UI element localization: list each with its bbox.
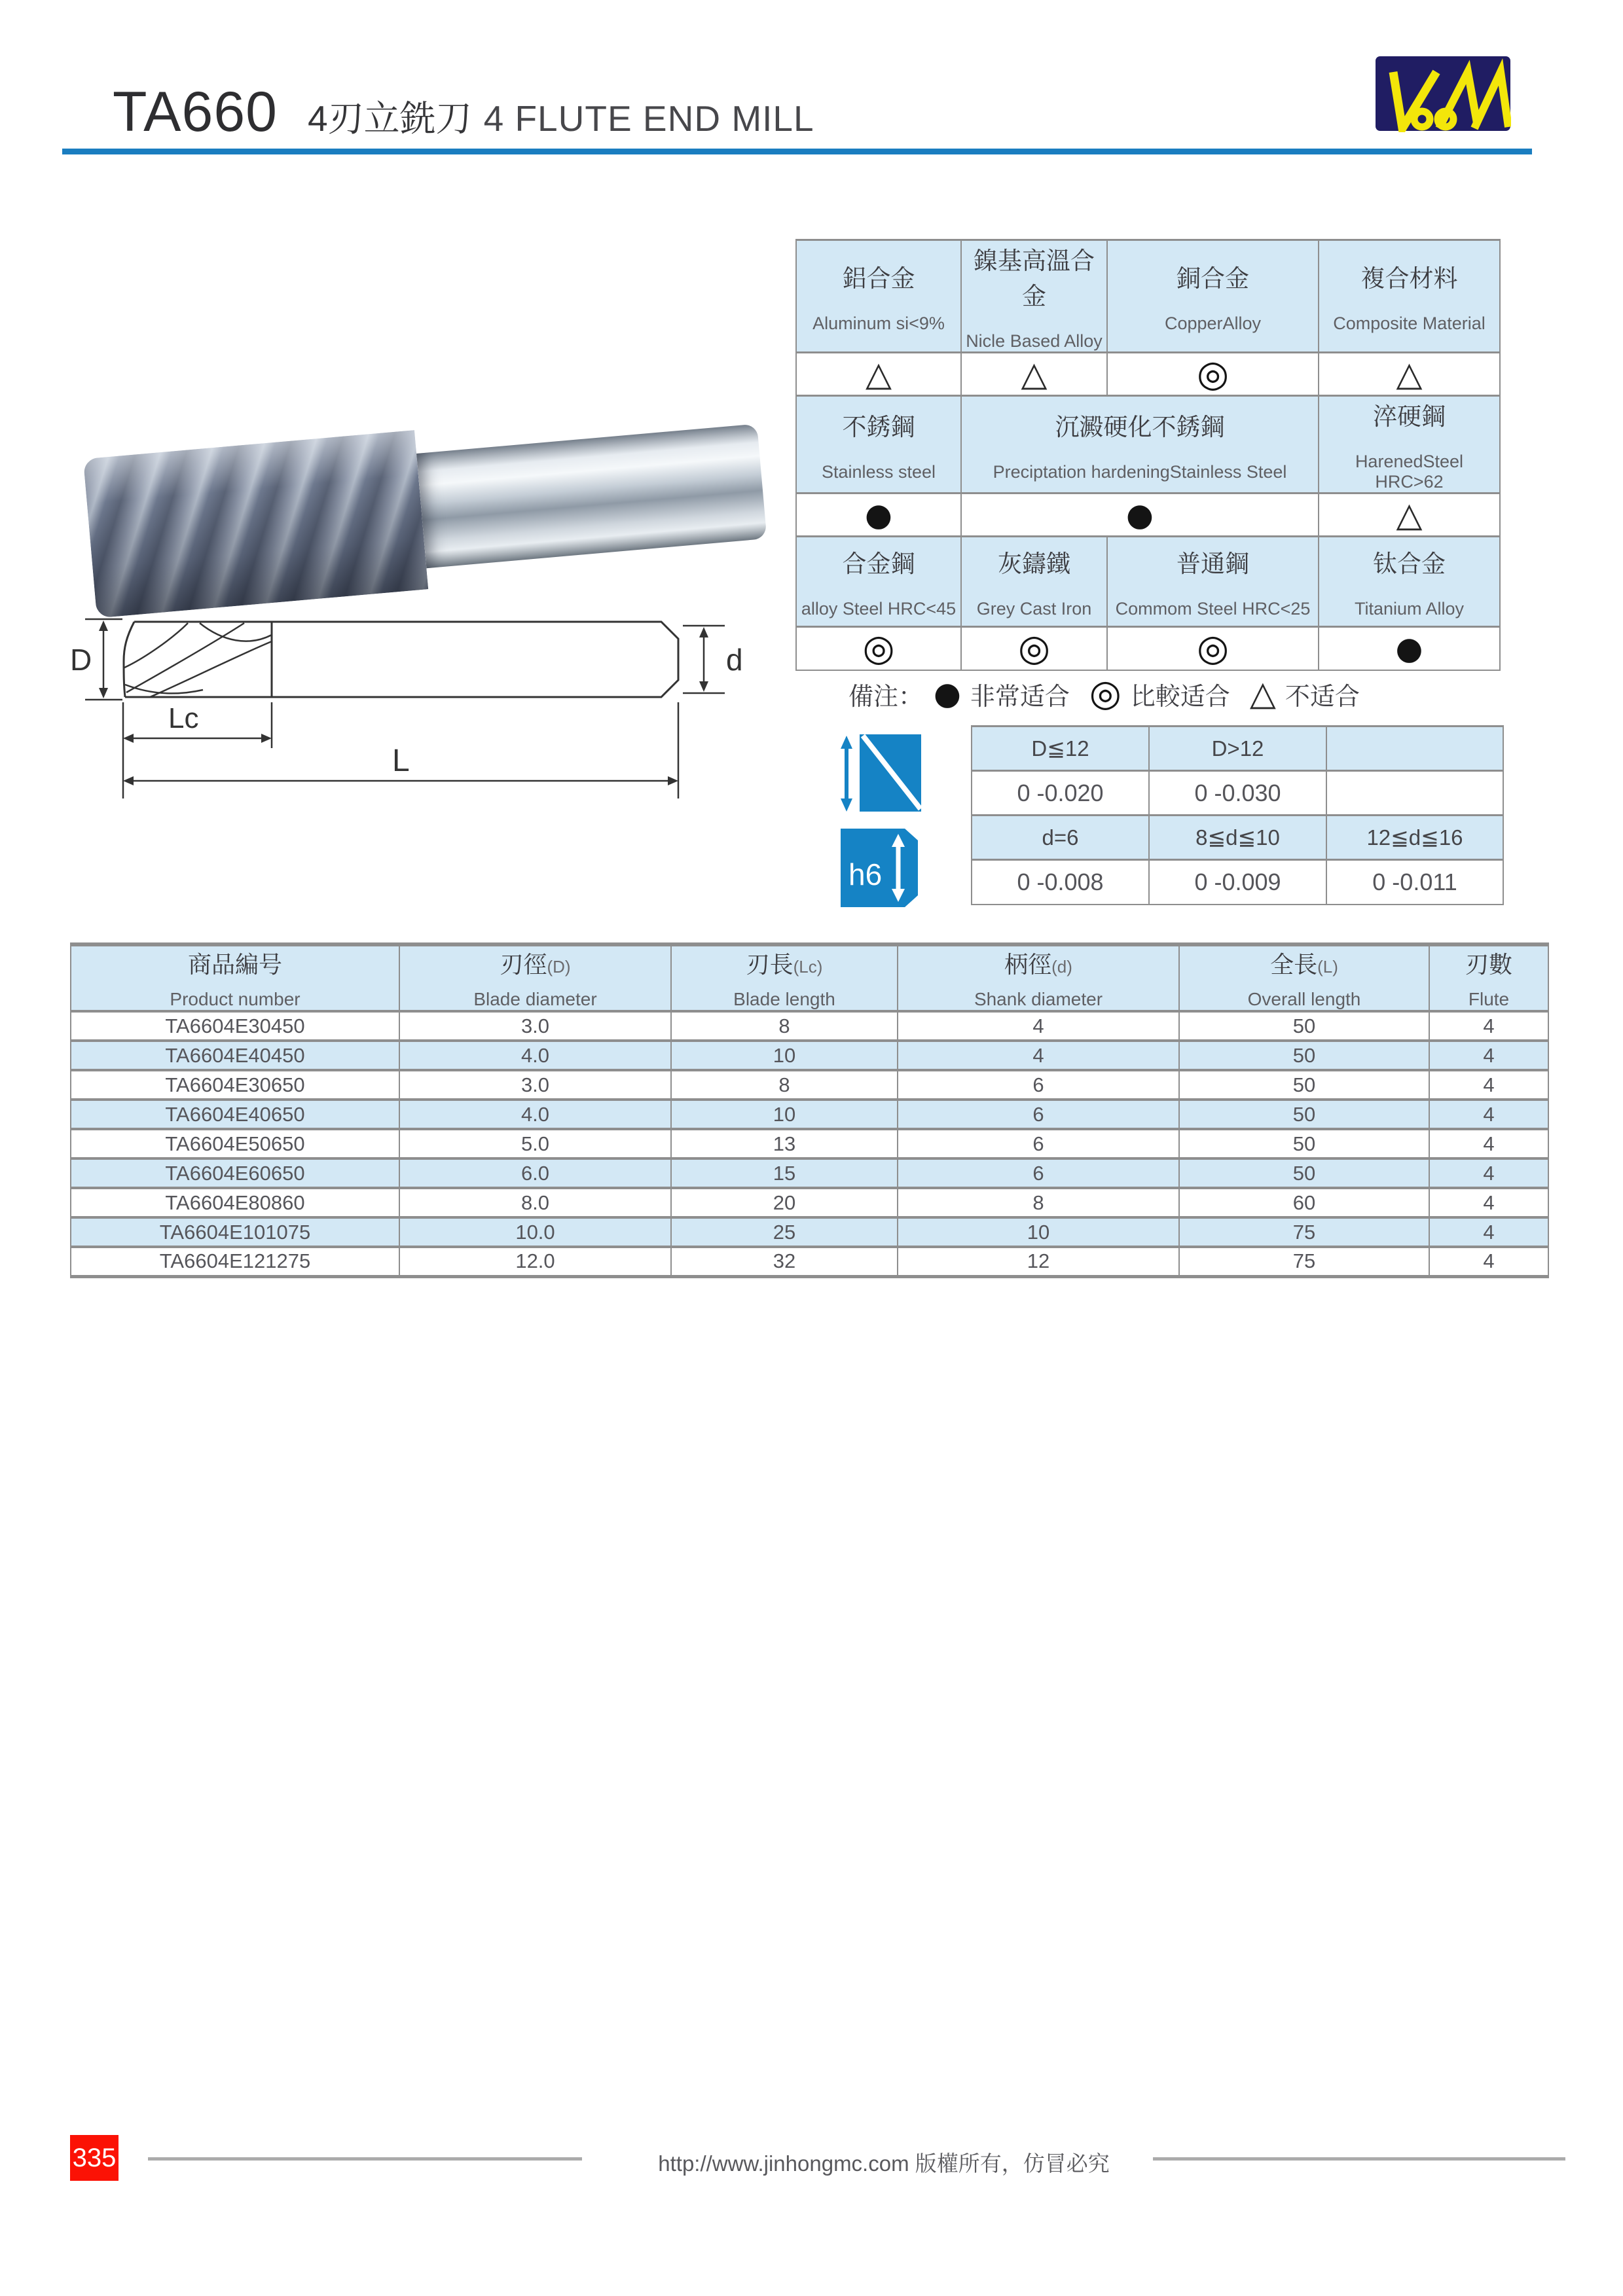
material-name-cell: [1107, 240, 1319, 353]
material-rating-cell: [1107, 353, 1319, 396]
tolerance-row: [972, 726, 1503, 771]
product-column-header: [671, 944, 898, 1011]
product-header-en: Overall length: [1247, 989, 1361, 1009]
product-cell: 4: [1429, 1129, 1548, 1158]
legend-label: 備注：: [848, 683, 924, 711]
h6-label: h6: [848, 857, 883, 891]
product-row: [71, 1070, 1548, 1100]
blade-diameter-tolerance-icon: [839, 734, 922, 813]
product-cell: 75: [1179, 1217, 1429, 1247]
tolerance-cell: d=6: [972, 816, 1149, 860]
material-rating-cell: [1319, 493, 1500, 537]
dimension-label-d: d: [726, 643, 743, 677]
material-header-row: [796, 537, 1500, 627]
product-cell: 4.0: [399, 1041, 671, 1070]
material-name-cn: 鎳基高溫合金: [974, 247, 1095, 310]
tolerance-cell: 0 -0.020: [972, 771, 1149, 816]
product-header-paren: (d): [1051, 957, 1072, 977]
product-header-cn: 刃徑(D): [500, 951, 571, 978]
product-cell: 10: [898, 1217, 1179, 1247]
product-cell: 8.0: [399, 1188, 671, 1217]
end-mill-shank: [416, 423, 767, 568]
product-header-paren: (D): [547, 957, 571, 977]
material-name-cn: 複合材料: [1360, 265, 1458, 292]
material-name-cn: 合金鋼: [842, 550, 915, 577]
product-row: [71, 1247, 1548, 1276]
rating-legend: [848, 669, 1370, 719]
page-header: [113, 80, 814, 145]
material-rating-cell: [1319, 353, 1500, 396]
product-cell: 4: [1429, 1011, 1548, 1041]
end-mill-photo: [89, 424, 763, 601]
rating-symbol: ◎: [1018, 626, 1050, 670]
material-name-cn: 鋁合金: [842, 265, 915, 292]
material-header-row: [796, 240, 1500, 353]
product-cell: 20: [671, 1188, 898, 1217]
footer-copyright: http://www.jinhongmc.com 版權所有，仿冒必究: [658, 2151, 1110, 2176]
product-cell: 4.0: [399, 1100, 671, 1129]
rating-symbol: △: [866, 354, 892, 394]
material-name-cn: 不銹鋼: [842, 413, 915, 440]
material-name-cn: 普通鋼: [1176, 550, 1249, 577]
material-name-en: Nicle Based Alloy: [966, 331, 1103, 351]
rating-symbol: ◎: [1197, 352, 1229, 395]
page-subtitle: [308, 90, 814, 141]
footer-rule-left: [148, 2157, 582, 2161]
product-cell: 4: [1429, 1070, 1548, 1100]
footer-rule-right: [1153, 2157, 1565, 2161]
product-cell: 4: [1429, 1158, 1548, 1188]
tolerance-row: [972, 816, 1503, 860]
page-number: 335: [72, 2143, 117, 2172]
product-cell: TA6604E50650: [71, 1129, 399, 1158]
tolerance-cell: 0 -0.009: [1149, 860, 1326, 905]
material-rating-cell: [796, 493, 961, 537]
tolerance-row: [972, 860, 1503, 905]
product-table: [70, 942, 1549, 1278]
product-column-header: [1179, 944, 1429, 1011]
material-compatibility-table: [795, 239, 1501, 671]
product-cell: 6: [898, 1129, 1179, 1158]
tolerance-cell: 0 -0.008: [972, 860, 1149, 905]
tolerance-cell: 0 -0.030: [1149, 771, 1326, 816]
material-name-cell: [1107, 537, 1319, 627]
product-cell: 75: [1179, 1247, 1429, 1276]
product-column-header: [1429, 944, 1548, 1011]
legend-items: [934, 672, 1370, 715]
product-cell: 50: [1179, 1011, 1429, 1041]
material-name-cell: [961, 537, 1107, 627]
product-cell: 50: [1179, 1129, 1429, 1158]
material-name-en: Titanium Alloy: [1354, 599, 1465, 619]
product-header-paren: (L): [1317, 957, 1338, 977]
material-header-row: [796, 396, 1500, 493]
product-row: [71, 1158, 1548, 1188]
rating-symbol: ●: [1395, 630, 1423, 667]
product-cell: TA6604E30450: [71, 1011, 399, 1041]
product-cell: TA6604E40650: [71, 1100, 399, 1129]
material-name-en: Preciptation hardeningStainless Steel: [993, 461, 1287, 482]
material-name-cell: [796, 240, 961, 353]
product-table-header-row: [71, 944, 1548, 1011]
material-name-en: HarenedSteel HRC>62: [1355, 452, 1464, 492]
material-rating-row: [796, 627, 1500, 670]
product-row: [71, 1129, 1548, 1158]
material-name-cell: [796, 537, 961, 627]
product-cell: 50: [1179, 1100, 1429, 1129]
product-header-en: Blade length: [733, 989, 835, 1009]
rating-symbol: △: [1396, 495, 1423, 535]
product-cell: 3.0: [399, 1070, 671, 1100]
material-name-cn: 钛合金: [1373, 550, 1446, 577]
product-cell: TA6604E80860: [71, 1188, 399, 1217]
material-name-cn: 沉澱硬化不銹鋼: [1055, 413, 1225, 440]
material-rating-cell: [961, 353, 1107, 396]
product-row: [71, 1217, 1548, 1247]
dimension-label-L: L: [392, 744, 410, 778]
flute-lines: [124, 623, 272, 697]
product-cell: 60: [1179, 1188, 1429, 1217]
product-column-header: [71, 944, 399, 1011]
material-rating-cell: [796, 627, 961, 670]
tolerance-cell: [1326, 771, 1503, 816]
material-name-en: Aluminum si<9%: [812, 314, 945, 333]
legend-symbol: ◎: [1089, 672, 1122, 715]
product-cell: 6.0: [399, 1158, 671, 1188]
product-cell: 12: [898, 1247, 1179, 1276]
product-header-cn: 柄徑(d): [1004, 951, 1072, 978]
product-header-en: Shank diameter: [974, 989, 1103, 1009]
model-number: TA660: [113, 81, 278, 143]
dimension-label-Lc: Lc: [168, 702, 199, 734]
subtitle-english: 4 FLUTE END MILL: [483, 98, 814, 139]
product-cell: 5.0: [399, 1129, 671, 1158]
material-name-cell: [1319, 537, 1500, 627]
legend-label-text: 非常适合: [970, 683, 1070, 711]
material-name-en: alloy Steel HRC<45: [801, 599, 957, 619]
material-name-en: Commom Steel HRC<25: [1115, 599, 1311, 619]
material-name-cell: [1319, 396, 1500, 493]
product-cell: 4: [1429, 1188, 1548, 1217]
material-name-cell: [961, 240, 1107, 353]
product-row: [71, 1041, 1548, 1070]
material-rating-row: [796, 493, 1500, 537]
material-name-en: CopperAlloy: [1164, 314, 1262, 333]
product-cell: 10.0: [399, 1217, 671, 1247]
product-row: [71, 1011, 1548, 1041]
legend-label-text: 不适合: [1285, 683, 1360, 711]
brand-logo: [1375, 55, 1511, 132]
tolerance-cell: D>12: [1149, 726, 1326, 771]
product-header-cn: 全長(L): [1270, 951, 1338, 978]
tolerance-cell: 12≦d≦16: [1326, 816, 1503, 860]
product-header-en: Blade diameter: [473, 989, 597, 1009]
product-header-paren: (Lc): [793, 957, 823, 977]
product-cell: 4: [898, 1011, 1179, 1041]
tolerance-row: [972, 771, 1503, 816]
tolerance-cell: [1326, 726, 1503, 771]
header-divider: [62, 149, 1532, 154]
product-cell: 32: [671, 1247, 898, 1276]
product-header-en: Product number: [170, 989, 301, 1009]
product-header-cn: 刃數: [1465, 951, 1512, 978]
product-cell: TA6604E40450: [71, 1041, 399, 1070]
material-name-en: Composite Material: [1333, 314, 1486, 333]
material-name-cn: 淬硬鋼: [1373, 403, 1446, 430]
product-cell: 6: [898, 1070, 1179, 1100]
product-column-header: [898, 944, 1179, 1011]
end-mill-flutes: [83, 430, 428, 618]
tolerance-table: [971, 725, 1504, 905]
material-rating-cell: [1319, 627, 1500, 670]
material-rating-cell: [796, 353, 961, 396]
product-column-header: [399, 944, 671, 1011]
rating-symbol: △: [1021, 354, 1048, 394]
product-cell: 10: [671, 1041, 898, 1070]
page-number-badge: [70, 2135, 119, 2181]
end-mill-outline: [124, 622, 678, 697]
material-name-cn: 灰鑄鐵: [998, 550, 1070, 577]
product-cell: 6: [898, 1100, 1179, 1129]
rating-symbol: △: [1396, 354, 1423, 394]
product-cell: 15: [671, 1158, 898, 1188]
legend-label-text: 比較适合: [1130, 683, 1230, 711]
material-name-cell: [1319, 240, 1500, 353]
product-cell: 4: [1429, 1247, 1548, 1276]
product-cell: 10: [671, 1100, 898, 1129]
rating-symbol: ◎: [862, 626, 895, 670]
rating-symbol: ●: [1126, 496, 1154, 533]
dimension-label-D: D: [70, 643, 92, 677]
rating-symbol: ◎: [1197, 626, 1229, 670]
material-rating-row: [796, 353, 1500, 396]
product-cell: 50: [1179, 1158, 1429, 1188]
shank-h6-tolerance-icon: [841, 829, 919, 907]
tolerance-cell: D≦12: [972, 726, 1149, 771]
product-cell: 4: [1429, 1217, 1548, 1247]
product-cell: 50: [1179, 1070, 1429, 1100]
material-name-cell: [961, 396, 1319, 493]
product-cell: 4: [1429, 1100, 1548, 1129]
dimension-drawing: [69, 607, 743, 804]
product-row: [71, 1100, 1548, 1129]
product-cell: 8: [671, 1011, 898, 1041]
product-cell: 3.0: [399, 1011, 671, 1041]
rating-symbol: ●: [865, 496, 892, 533]
product-cell: 8: [671, 1070, 898, 1100]
material-name-cn: 銅合金: [1176, 265, 1249, 292]
product-cell: 6: [898, 1158, 1179, 1188]
tolerance-cell: 0 -0.011: [1326, 860, 1503, 905]
material-name-en: Stainless steel: [821, 461, 936, 482]
legend-symbol: ●: [934, 675, 961, 712]
product-cell: 25: [671, 1217, 898, 1247]
material-rating-cell: [1107, 627, 1319, 670]
product-cell: TA6604E30650: [71, 1070, 399, 1100]
product-cell: 12.0: [399, 1247, 671, 1276]
product-cell: TA6604E101075: [71, 1217, 399, 1247]
legend-symbol: △: [1249, 674, 1276, 713]
material-name-cell: [796, 396, 961, 493]
product-cell: 8: [898, 1188, 1179, 1217]
product-cell: 13: [671, 1129, 898, 1158]
product-cell: TA6604E121275: [71, 1247, 399, 1276]
material-name-en: Grey Cast Iron: [976, 599, 1092, 619]
tolerance-cell: 8≦d≦10: [1149, 816, 1326, 860]
product-row: [71, 1188, 1548, 1217]
product-cell: 50: [1179, 1041, 1429, 1070]
material-rating-cell: [961, 493, 1319, 537]
subtitle-chinese: 4刃立銑刀: [308, 98, 472, 139]
product-header-cn: 刃長(Lc): [746, 951, 823, 978]
material-rating-cell: [961, 627, 1107, 670]
product-cell: TA6604E60650: [71, 1158, 399, 1188]
product-cell: 4: [1429, 1041, 1548, 1070]
product-cell: 4: [898, 1041, 1179, 1070]
product-header-cn: 商品編号: [187, 951, 282, 978]
product-header-en: Flute: [1468, 989, 1510, 1009]
